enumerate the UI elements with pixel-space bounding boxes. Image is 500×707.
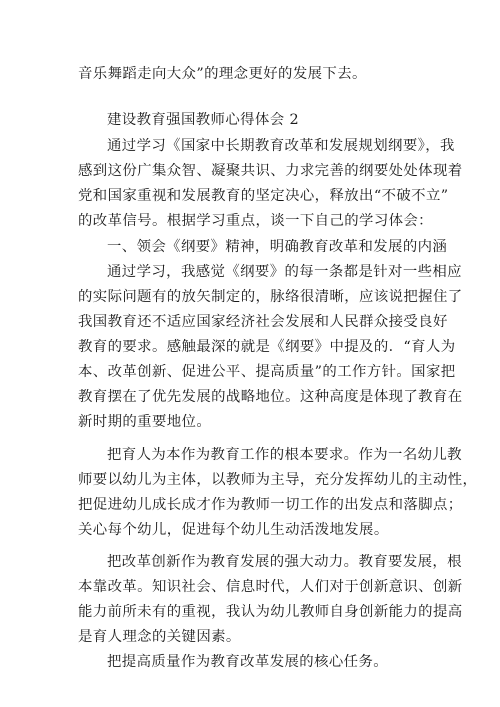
paragraph-3-line-3: 把促进幼儿成长成才作为教师一切工作的出发点和落脚点； — [78, 497, 463, 513]
paragraph-3-line-4: 关心每个幼儿，促进每个幼儿生动活泼地发展。 — [78, 522, 389, 538]
paragraph-1-line-2: 感到这份广集众智、凝聚共识、力求完善的纲要处处体现着 — [78, 163, 463, 179]
paragraph-2-line-6: 教育摆在了优先发展的战略地位。这种高度是体现了教育在 — [78, 389, 463, 405]
paragraph-2-line-2: 的实际问题有的放矢制定的，脉络很清晰，应该说把握住了 — [78, 289, 463, 305]
intro-tail-line: 音乐舞蹈走向大众”的理念更好的发展下去。 — [78, 66, 367, 82]
paragraph-1-line-1: 通过学习《国家中长期教育改革和发展规划纲要》，我 — [107, 138, 455, 154]
subheading-1: 一、领会《纲要》精神，明确教育改革和发展的内涵 — [107, 239, 448, 255]
paragraph-1-line-3: 党和国家重视和发展教育的坚定决心，释放出“不破不立” — [78, 188, 449, 204]
paragraph-3-line-1: 把育人为本作为教育工作的根本要求。作为一名幼儿教 — [107, 447, 462, 463]
paragraph-4-line-2: 本靠改革。知识社会、信息时代，人们对于创新意识、创新 — [78, 579, 463, 595]
paragraph-5-line-1: 把提高质量作为教育改革发展的核心任务。 — [107, 654, 389, 670]
section-title: 建设教育强国教师心得体会 2 — [107, 112, 300, 128]
paragraph-2-line-5: 本、改革创新、促进公平、提高质量”的工作方针。国家把 — [78, 364, 456, 380]
paragraph-2-line-3: 我国教育还不适应国家经济社会发展和人民群众接受良好 — [78, 314, 448, 330]
paragraph-1-line-4: 的改革信号。根据学习重点，谈一下自己的学习体会： — [78, 213, 433, 229]
paragraph-2-line-4: 教育的要求。感触最深的就是《纲要》中提及的．“育人为 — [78, 339, 456, 355]
paragraph-4-line-1: 把改革创新作为教育发展的强大动力。教育要发展，根 — [107, 554, 462, 570]
paragraph-4-line-3: 能力前所未有的重视，我认为幼儿教师自身创新能力的提高 — [78, 604, 463, 620]
paragraph-4-line-4: 是育人理念的关键因素。 — [78, 629, 241, 645]
paragraph-3-line-2: 师要以幼儿为主体，以教师为主导，充分发挥幼儿的主动性， — [78, 472, 478, 488]
paragraph-2-line-1: 通过学习，我感觉《纲要》的每一条都是针对一些相应 — [107, 264, 462, 280]
paragraph-2-line-7: 新时期的重要地位。 — [78, 414, 212, 430]
